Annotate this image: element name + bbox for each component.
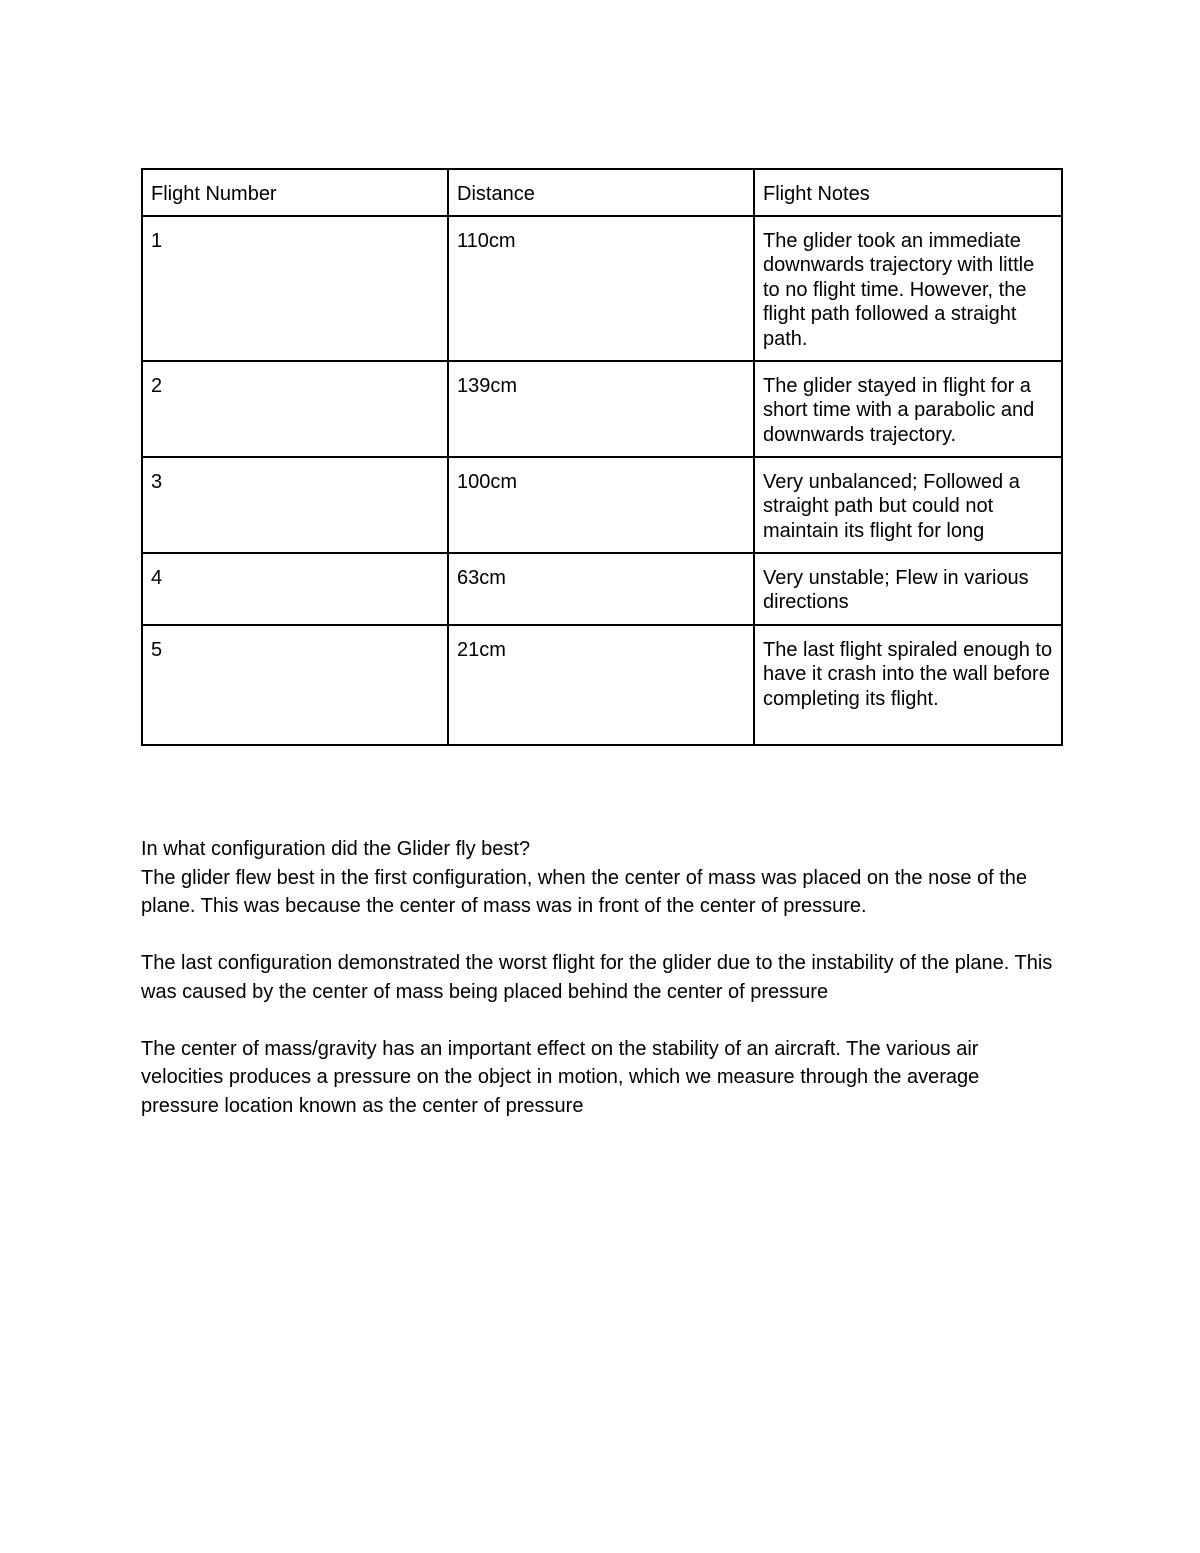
paragraph-spacer bbox=[141, 1006, 1061, 1035]
flight-data-table bbox=[141, 168, 1063, 746]
answers-section bbox=[141, 835, 1061, 1120]
distance-cell: 63cm bbox=[448, 553, 754, 625]
table-header-row bbox=[142, 169, 1062, 216]
answer-paragraph-1: The glider flew best in the first configuration, when the center of mass was placed on the nose of the plane. This was because the center of mass was in front of the center of pressure. bbox=[141, 866, 1028, 917]
table-row bbox=[142, 361, 1062, 457]
table-row bbox=[142, 625, 1062, 745]
paragraph-spacer bbox=[141, 921, 1061, 950]
distance-cell: 100cm bbox=[448, 457, 754, 553]
flight-notes-cell: Very unstable; Flew in various directions bbox=[754, 553, 1062, 625]
distance-cell: 110cm bbox=[448, 216, 754, 361]
distance-cell: 139cm bbox=[448, 361, 754, 457]
answer-paragraph-2: The last configuration demonstrated the worst flight for the glider due to the instability of the plane. This was caused by the center of mass being placed behind the center of pressure bbox=[141, 952, 1053, 1003]
flight-notes-cell: Very unbalanced; Followed a straight path but could not maintain its flight for long bbox=[754, 457, 1062, 553]
flight-number-cell: 5 bbox=[142, 625, 448, 745]
flight-notes-cell: The last flight spiraled enough to have it crash into the wall before completing its flight. bbox=[754, 625, 1062, 745]
question-text: In what configuration did the Glider fly best? bbox=[141, 838, 531, 860]
flight-number-cell: 4 bbox=[142, 553, 448, 625]
flight-number-cell: 3 bbox=[142, 457, 448, 553]
table-row bbox=[142, 457, 1062, 553]
table-row bbox=[142, 553, 1062, 625]
flight-notes-cell: The glider took an immediate downwards trajectory with little to no flight time. However, the flight path followed a straight path. bbox=[754, 216, 1062, 361]
flight-notes-cell: The glider stayed in flight for a short time with a parabolic and downwards trajectory. bbox=[754, 361, 1062, 457]
header-flight-notes: Flight Notes bbox=[754, 169, 1062, 216]
flight-number-cell: 2 bbox=[142, 361, 448, 457]
header-distance: Distance bbox=[448, 169, 754, 216]
header-flight-number: Flight Number bbox=[142, 169, 448, 216]
flight-number-cell: 1 bbox=[142, 216, 448, 361]
table-row bbox=[142, 216, 1062, 361]
answer-paragraph-3: The center of mass/gravity has an important effect on the stability of an aircraft. The various air velocities produces a pressure on the object in motion, which we measure through the average pressure location known as the center of pressure bbox=[141, 1037, 980, 1117]
distance-cell: 21cm bbox=[448, 625, 754, 745]
